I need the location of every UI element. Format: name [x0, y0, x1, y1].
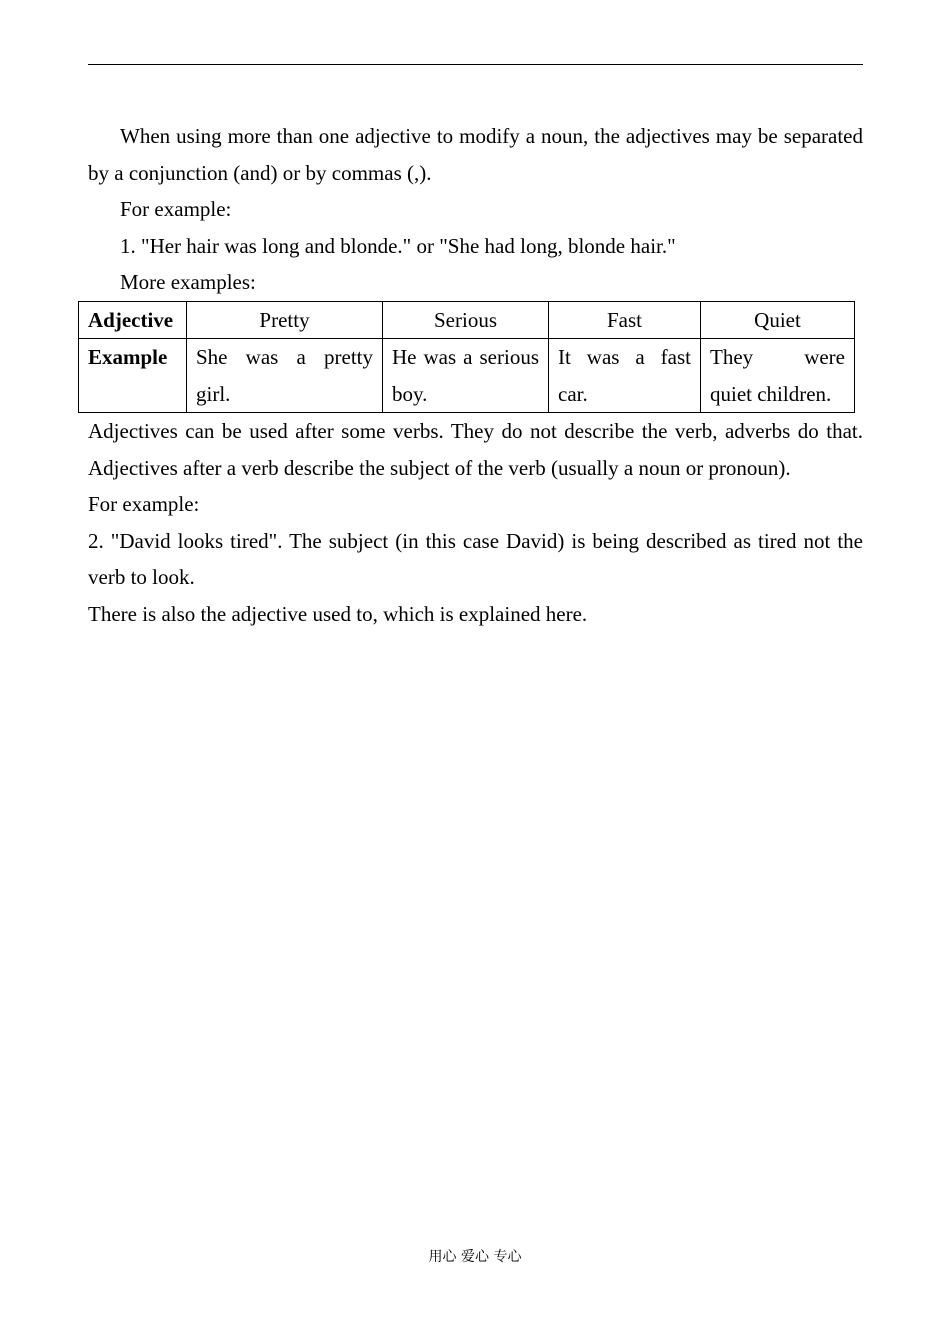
for-example-label: For example: — [120, 197, 232, 221]
table-header-example: Example — [79, 339, 187, 413]
table-cell-example: She was a pretty girl. — [187, 339, 383, 413]
document-body — [88, 118, 863, 632]
table-row — [79, 301, 855, 339]
table-cell-adjective: Pretty — [187, 301, 383, 339]
table-cell-example: They were quiet children. — [701, 339, 855, 413]
example-sentence-1: 1. "Her hair was long and blonde." or "She had long, blonde hair." — [120, 233, 676, 258]
table-cell-adjective: Quiet — [701, 301, 855, 339]
table-cell-adjective: Fast — [549, 301, 701, 339]
for-example-label-2: For example: — [88, 492, 200, 516]
intro-paragraph: When using more than one adjective to modify a noun, the adjectives may be separated by a conjunction (and) or by commas (,). — [88, 124, 863, 185]
adjective-table — [78, 301, 855, 414]
table-cell-example: He was a serious boy. — [383, 339, 549, 413]
verbs-paragraph: Adjectives can be used after some verbs. They do not describe the verb, adverbs do that. Adjectives after a verb describe the subject of the verb (usually a noun or pronoun). — [88, 419, 863, 480]
page-footer: 用心 爱心 专心 — [428, 1249, 522, 1265]
table-cell-adjective: Serious — [383, 301, 549, 339]
closing-paragraph: There is also the adjective used to, which is explained here. — [88, 601, 588, 626]
header-rule — [88, 64, 863, 65]
example-sentence-2: 2. "David looks tired". The subject (in this case David) is being described as tired not the verb to look. — [88, 528, 863, 589]
table-cell-example: It was a fast car. — [549, 339, 701, 413]
more-examples-label: More examples: — [120, 270, 256, 294]
table-header-adjective: Adjective — [79, 301, 187, 339]
table-row — [79, 339, 855, 413]
